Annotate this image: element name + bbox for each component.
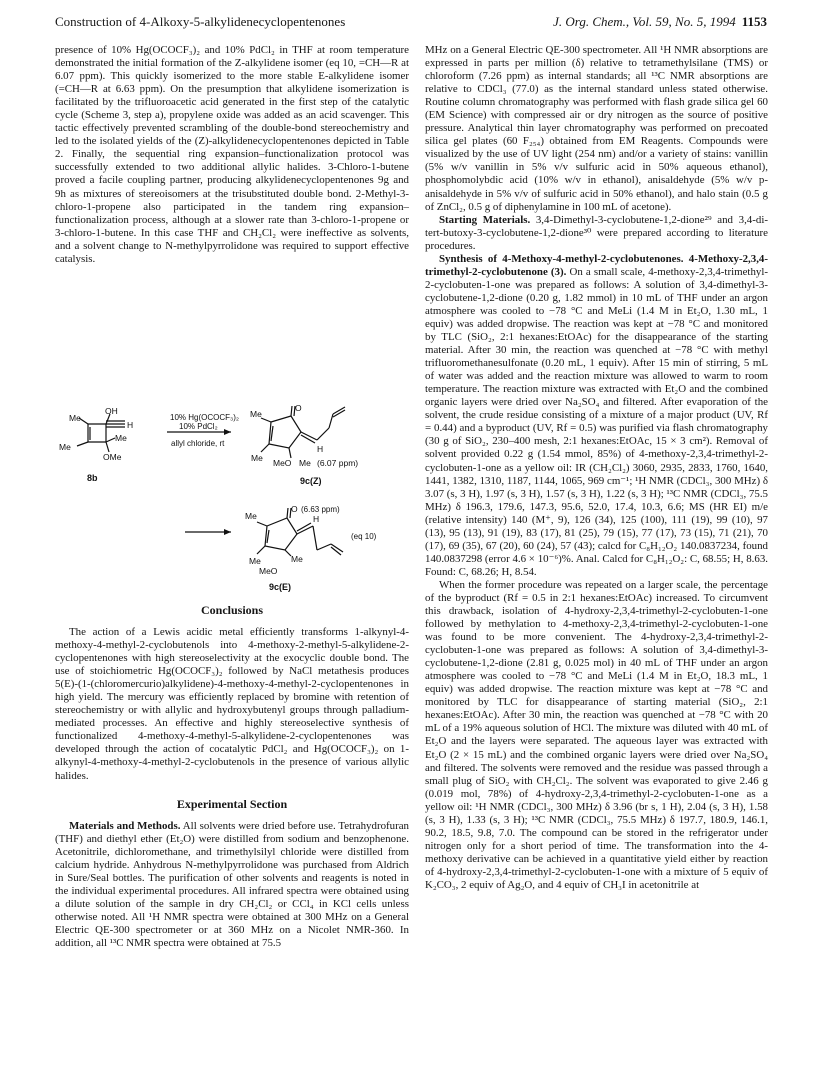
compound-9ce-structure <box>257 508 343 556</box>
section-title-experimental: Experimental Section <box>176 796 288 811</box>
ring-double-bond <box>267 530 269 543</box>
journal-name: J. Org. Chem., Vol. 59, No. 5, 1994 <box>553 14 736 29</box>
label-ppm-e: (6.63 ppm) <box>301 505 340 514</box>
right-column <box>425 44 768 892</box>
me-bond-left <box>77 442 88 446</box>
me-bond <box>257 522 267 526</box>
scale-up-paragraph: When the former procedure was repeated on a larger scale, the percentage of the byproduct (Rf = 0.5 in 2:1 hexanes:EtOAc) increased. To circumvent this drawback, isolation of 4-hydroxy-2,3,4-trimethyl-2-cyclobuten-1-one followed by methylation to 4-methoxy-2,3,4-trimethyl-2-cyclobuten-1-one was found to be more convenient. The 4-hydroxy-2,3,4-trimethyl-2-cyclobuten-1-one was prepared as follows: A solution of 3,4-dimethyl-3-cyclobutene-1,2-dione (2.81 g, 0.025 mol) in 40 mL of THF under an argon atmosphere was cooled to −78 °C and MeLi (1.4 M in Et₂O, 18.3 mL, 1 equiv) was added dropwise. The reaction mixture was kept at −78 °C and monitored by TLC for disappearance of starting material (SiO₂, 2:1 hexanes:EtOAc). After 30 min, the reaction was quenched at −78 °C with 20 mL of a 19% aqueous solution of HCl. The mixture was diluted with 40 mL of Et₂O and the layers were separated. The aqueous layer was extracted with Et₂O (2 × 15 mL) and the combined organic layers were dried over Na₂SO₄ and filtered. The solvents were removed and the residue was passed through a small plug of SiO₂ with CH₂Cl₂. The solvent was evaporated to give 2.46 g (0.019 mol, 78%) of 4-hydroxy-2,3,4-trimethyl-2-cyclobuten-1-one as a yellow oil: ¹H NMR (CDCl₃, 300 MHz) δ 3.96 (br s, 1 H), 2.04 (s, 3 H), 1.58 (s, 3 H), 1.33 (s, 3 H); ¹³C NMR (CDCl₃, 75.5 MHz) δ 197.7, 180.9, 146.1, 90.2, 18.5, 9.8, 7.0. The compound can be stored in the refrigerator under nitrogen only for a short period of time. The transformation into the 4-methoxy derivative can be achieved in a quantitative yield either by reaction of 4-hydroxy-2,3,4-trimethyl-2-cyclobuten-1-one with a mixture of 5 equiv of K₂CO₃, 2 equiv of Ag₂O, and 4 equiv of CH₃I in acetonitrile at <box>425 578 768 891</box>
label-meo: MeO <box>273 458 292 468</box>
synthesis-heading: Synthesis of 4-Methoxy-4-methyl-2-cyclobutenones. 4-Methoxy-2,3,4-trimethyl-2-cyclobutenone (3). <box>425 252 768 278</box>
conclusions-paragraph: The action of a Lewis acidic metal efficiently transforms 1-alkynyl-4-methoxy-4-methyl-2-cyclobutenols into 4-methoxy-2-methyl-5-alkylidene-2-cyclopentenones with high stereoselectivity at the exocyclic double bond. The use of stoichiometric Hg(OCOCF₃)₂ followed by NaCl metathesis produces 5(E)-(1-(chloromercurio)alkylidene)-4-methoxy-4-methyl-2-cyclopentenones in high yield. The mercury was efficiently replaced by bromine with retention of stereochemistry or with allylic and hydroxybutenyl groups through palladium-mediated processes. An effective and highly stereoselective synthesis of functionalized 4-methoxy-4-methyl-5-alkylidene-2-cyclopentenones was developed through the action of cocatalytic PdCl₂ and Hg(OCOCF₃)₂ on 1-alkynyl-4-methoxy-4-methyl-2-cyclobutenols in the presence of various allylic halides. <box>55 626 409 782</box>
label-h: H <box>317 444 324 454</box>
me-bond-right <box>106 438 115 442</box>
starting-materials-text: 3,4-Dimethyl-3-cyclobutene-1,2-dione²⁹ and 3,4-di-tert-butoxy-3-cyclobutene-1,2-dione³⁰ were prepared according to literature procedures. <box>425 213 768 252</box>
arrow-head <box>224 429 231 435</box>
journal-citation <box>553 14 767 30</box>
label-me: Me <box>69 413 81 423</box>
chain-1 <box>317 428 329 440</box>
me-bond <box>261 444 269 452</box>
label-me: Me <box>59 442 71 452</box>
me-bond <box>257 546 265 554</box>
methods-paragraph-continued: MHz on a General Electric QE-300 spectrometer. All ¹H NMR absorptions are expressed in parts per million (δ) relative to tetramethylsilane (TMS) or chloroform (7.26 ppm) as internal standards; all ¹³C NMR absorptions are relative to CDCl₃ (77.0) as the internal standard unless stated otherwise. Routine column chromatography was performed with flash grade silica gel 60 (EM Science) with compressed air or dry nitrogen as the source of positive pressure. Analytical thin layer chromatography was performed on precoated silica gel plates (60 F₂₅₄) obtained from EM Reagents. Compounds were visualized by the use of UV light (254 nm) and/or a variety of stains: vanillin (5% w/v vanillin in 5% v/v sulfuric acid in 50% aqueous ethanol), phosphomolybdic acid (10% w/v in ethanol), anisaldehyde (5% w/v p-anisaldehyde in 5% v/v of sulfuric acid in 50% ethanol), and halo stain (0.5 g of ZnCl₂, 0.5 g of diphenylamine in 100 mL of acetone). <box>425 44 768 213</box>
cyclopentenone-ring <box>269 416 301 448</box>
label-h: H <box>313 514 320 524</box>
label-eq10: (eq 10) <box>351 532 377 541</box>
cyclobutene-ring <box>88 424 106 442</box>
materials-paragraph <box>55 820 409 950</box>
label-ppm-z: (6.07 ppm) <box>317 458 359 468</box>
ome-bond <box>106 442 109 452</box>
label-me: Me <box>249 556 261 566</box>
label-9cz: 9c(Z) <box>300 476 322 486</box>
label-me: Me <box>250 409 262 419</box>
compound-9cz-structure <box>261 406 345 458</box>
page-number: 1153 <box>741 14 767 29</box>
label-8b: 8b <box>87 473 98 483</box>
label-me: Me <box>245 511 257 521</box>
chain-4 <box>331 547 341 555</box>
exocyclic-bond-2 <box>301 435 315 443</box>
chain-2 <box>317 544 331 550</box>
chain-1 <box>313 526 317 550</box>
scheme-drawing <box>55 404 409 592</box>
left-column-top <box>55 44 409 266</box>
me-bond <box>261 418 271 422</box>
reagent-pd: 10% PdCl₂ <box>179 422 218 431</box>
carbonyl-bond-1 <box>287 508 288 518</box>
label-meo: MeO <box>259 566 278 576</box>
label-h: H <box>127 420 134 430</box>
label-me: Me <box>115 433 127 443</box>
label-o: O <box>291 504 298 514</box>
synthesis-paragraph <box>425 253 768 579</box>
arrow-head <box>224 529 231 535</box>
exocyclic-bond-2 <box>297 523 311 531</box>
section-title-conclusions: Conclusions <box>200 603 264 617</box>
label-me: Me <box>291 554 303 564</box>
materials-text: All solvents were dried before use. Tetrahydrofuran (THF) and diethyl ether (Et₂O) were distilled from sodium and benzophenone. Acetonitrile, dichloromethane, and trimethylsilyl chloride were distilled from calcium hydride. Anhydrous N-methylpyrrolidone was purchased from Aldrich in Sure/Seal bottles. The purification of other solvents and reagents is noted in the individual experimental procedures. All infrared spectra were obtained using a dilute solution of the sample in dry CH₂Cl₂ or CCl₄ in KCl cells unless otherwise noted. All ¹H NMR spectra were obtained at 300 MHz on a General Electric QE-300 spectrometer or at 360 MHz on a Nicolet NMR-360. In addition, all ¹³C NMR spectra were obtained at 75.5 <box>55 819 409 949</box>
starting-materials-heading: Starting Materials. <box>439 213 531 226</box>
carbonyl-bond-1 <box>291 406 292 416</box>
cyclopentenone-ring <box>265 518 297 550</box>
label-oh: OH <box>105 406 118 416</box>
chain-2 <box>329 414 333 428</box>
label-o: O <box>295 404 302 413</box>
label-me: Me <box>299 458 311 468</box>
meo-bond <box>289 448 291 458</box>
label-me: Me <box>251 453 263 463</box>
reaction-scheme-eq10 <box>55 404 409 592</box>
running-header <box>55 14 767 32</box>
left-column-bottom <box>55 595 409 950</box>
paragraph-continued: presence of 10% Hg(OCOCF₃)₂ and 10% PdCl₂ in THF at room temperature demonstrated the initial formation of the Z-alkylidene isomer (eq 10, =CH—R at 6.07 ppm). This quickly isomerized to the more stable E-alkylidene isomer (=CH—R at 6.63 ppm). On the presumption that alkylidene isomerization is facilitated by the trifluoroacetic acid generated in the first step of the catalytic cycle (Scheme 3, step a), propylene oxide was added as an acid scavenger. This tactic effectively prevented scrambling of the double-bond stereochemistry and led to the isolated yields of the (Z)-alkylidenecyclopentenones depicted in Table 2. Finally, the sequential ring expansion–functionalization protocol was successfully extended to two additional allylic halides. 3-Chloro-1-butene proved a facile coupling partner, producing alkylidenecyclopentenones 9g and 9h as mixtures of stereoisomers at the trisubstituted double bond. 2-Methyl-3-chloro-1-propene also participated in the tandem ring expansion–functionalization process, although at a slower rate than 3-chloro-1-propene or 3-chloro-1-butene. In this case THF and CH₂Cl₂ were ineffective as solvents, and a solvent change to N-methylpyrrolidone was required to support effective catalysis. <box>55 44 409 265</box>
reagent-hg: 10% Hg(OCOCF₃)₂ <box>170 413 240 422</box>
materials-heading: Materials and Methods. <box>69 819 181 832</box>
label-ome: OMe <box>103 452 122 462</box>
running-title: Construction of 4-Alkoxy-5-alkylidenecyclopentenones <box>55 14 346 29</box>
synthesis-text: On a small scale, 4-methoxy-2,3,4-trimethyl-2-cyclobuten-1-one was prepared as follows: A solution of 3,4-dimethyl-3-cyclobutene-1,2-dione (0.20 g, 1.82 mmol) in 10 mL of THF under an argon atmosphere was cooled to −78 °C and MeLi (1.4 M in Et₂O, 1.30 mL, 1 equiv) was added dropwise. The reaction was kept at −78 °C and monitored by TLC (SiO₂, 2:1 hexanes:EtOAc) for the disappearance of the starting material. After 30 min, the reaction was quenched at −78 °C with methyl trifluoromethanesulfonate (0.20 mL, 1 equiv). After 15 min of stirring, 5 mL of water was added and the reaction mixture was allowed to warm to room temperature. The reaction mixture was extracted with Et₂O and the combined organic layers were dried over Na₂SO₄ and filtered. After evaporation of the solvent, the crude residue consisting of a mixture of a major product (UV, Rf = 0.44) and a byproduct (UV, Rf = 0.5) was purified via flash chromatography (30 g of SiO₂, 230–400 mesh, 2:1 hexanes:EtOAc, 15 × 3 cm²). Removal of solvent provided 0.22 g (1.54 mmol, 85%) of 4-methoxy-2,3,4-trimethyl-2-cyclobuten-1-one as a yellow oil: IR (CH₂Cl₂) 3060, 2935, 2833, 1760, 1640, 1441, 1382, 1310, 1187, 1144, 1065, 969 cm⁻¹; ¹H NMR (CDCl₃, 300 MHz) δ 3.07 (s, 3 H), 1.97 (s, 3 H), 1.57 (s, 3 H), 1.22 (s, 3 H); ¹³C NMR (CDCl₃, 75.5 MHz) δ 196.3, 179.6, 147.3, 95.6, 52.0, 17.4, 10.3, 6.6; MS (HR EI) m/e (relative intensity) 140 (M⁺, 9), 126 (34), 125 (100), 111 (19), 99 (10), 97 (13), 95 (13), 91 (19), 83 (17), 81 (25), 79 (15), 77 (17), 73 (15), 71 (21), 70 (17), 69 (35), 67 (20), 60 (24), 57 (43); calcd for C₈H₁₂O₂ 140.0837234, found 140.0837298 (error 4.6 × 10⁻⁶)%. Anal. Calcd for C₈H₁₂O₂: C, 68.55; H, 8.63. Found: C, 68.26; H, 8.54. <box>425 265 768 578</box>
reagent-allyl: allyl chloride, rt <box>171 439 225 448</box>
ring-double-bond <box>271 426 273 441</box>
starting-materials-paragraph <box>425 214 768 253</box>
label-9ce: 9c(E) <box>269 582 292 592</box>
